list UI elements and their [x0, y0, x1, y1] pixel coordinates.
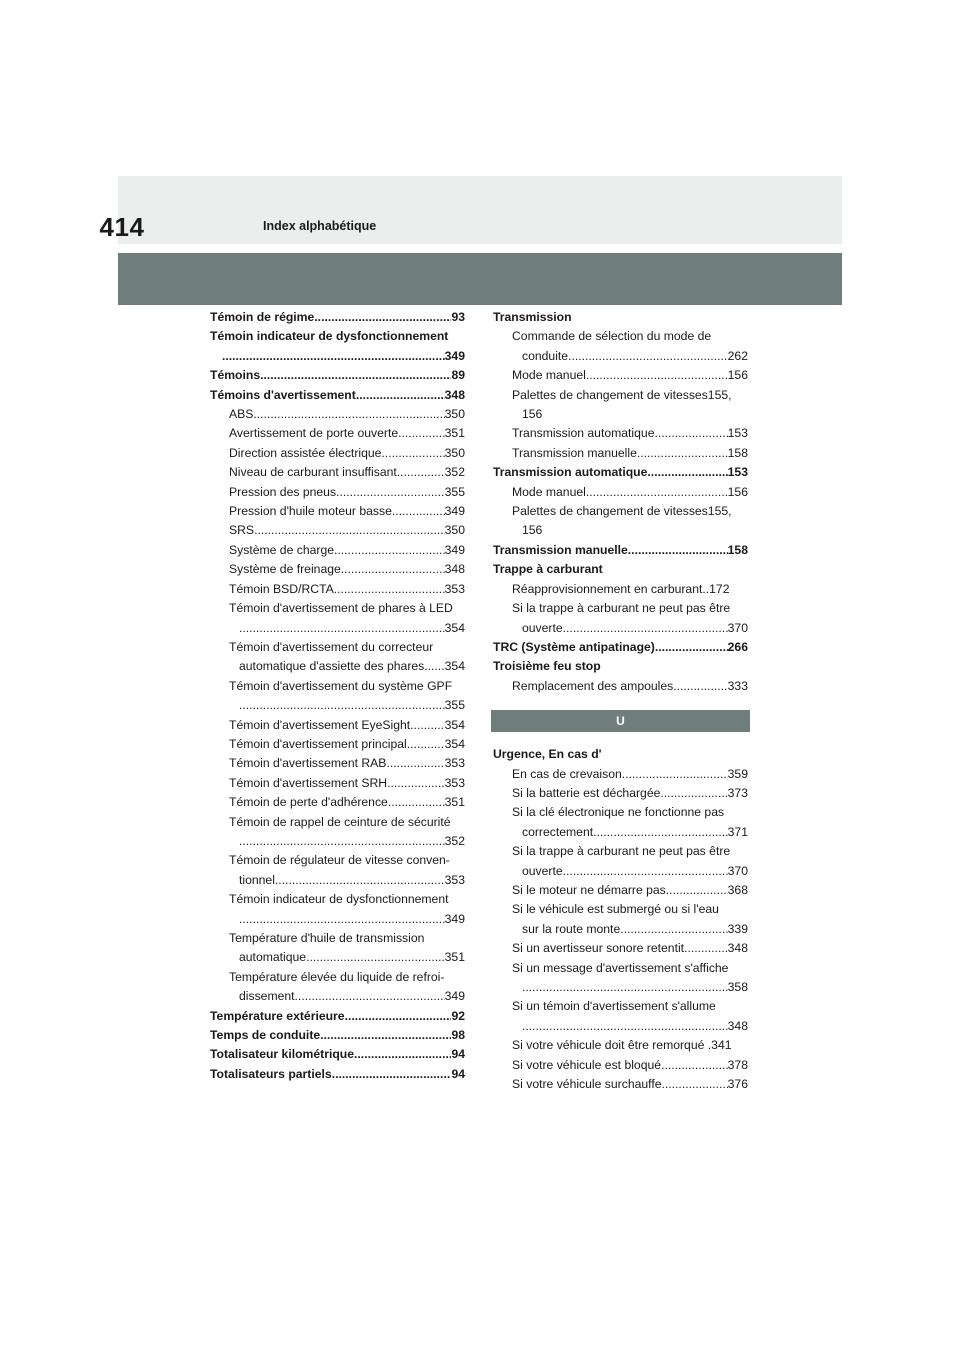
- index-subentry: Palettes de changement de vitesses155,: [512, 504, 732, 519]
- index-subentry: Niveau de carburant insuffisant ..... 352: [210, 463, 465, 482]
- index-subentry-continuation: ..... 352: [210, 832, 465, 851]
- index-subentry-continuation: ..... 355: [210, 696, 465, 715]
- index-subentry: Si la trappe à carburant ne peut pas être: [512, 844, 731, 859]
- index-entry: Totalisateurs partiels ..... 94: [210, 1065, 465, 1084]
- index-subentry-continuation: ..... 349: [210, 910, 465, 929]
- index-subentry-continuation: automatique d'assiette des phares ..... 354: [210, 657, 465, 676]
- index-entry: Témoin indicateur de dysfonctionnement: [210, 329, 449, 344]
- index-subentry: Palettes de changement de vitesses155,: [512, 387, 732, 402]
- index-subentry: Si votre véhicule surchauffe ..... 376: [493, 1075, 748, 1094]
- index-entry: Totalisateur kilométrique ..... 94: [210, 1045, 465, 1064]
- index-subentry: Témoin indicateur de dysfonctionnement: [229, 892, 449, 907]
- index-entry: Urgence, En cas d': [493, 747, 602, 762]
- index-subentry: Si un message d'avertissement s'affiche: [512, 960, 729, 975]
- index-entry: Transmission: [493, 310, 572, 324]
- index-subentry-continuation: conduite ..... 262: [493, 347, 748, 366]
- index-subentry: SRS ..... 350: [210, 521, 465, 540]
- index-subentry: Témoin d'avertissement du système GPF: [229, 678, 453, 693]
- index-subentry: Remplacement des ampoules ..... 333: [493, 677, 748, 696]
- index-subentry-continuation: sur la route monte ..... 339: [493, 920, 748, 939]
- index-subentry: Si un avertisseur sonore retentit ..... 348: [493, 939, 748, 958]
- index-subentry: Témoin d'avertissement du correcteur: [229, 639, 434, 654]
- index-entry: TRC (Système antipatinage) ..... 266: [493, 638, 748, 657]
- index-subentry: Témoin de perte d'adhérence ..... 351: [210, 793, 465, 812]
- index-subentry: Température d'huile de transmission: [229, 931, 425, 945]
- index-subentry: Témoin BSD/RCTA. ..... 353: [210, 580, 465, 599]
- index-subentry: Si un témoin d'avertissement s'allume: [512, 999, 716, 1014]
- index-subentry: Transmission automatique ..... 153: [493, 424, 748, 443]
- index-subentry-continuation: ..... 348: [493, 1017, 748, 1036]
- index-subentry: Si le moteur ne démarre pas ..... 368: [493, 881, 748, 900]
- index-subentry: Si votre véhicule doit être remorqué . 341: [512, 1038, 732, 1053]
- header-top-band: [118, 176, 842, 244]
- index-subentry-continuation: dissement ..... 349: [210, 987, 465, 1006]
- index-subentry: Témoin de rappel de ceinture de sécurité: [229, 814, 451, 829]
- index-subentry: Témoin d'avertissement principal ..... 354: [210, 735, 465, 754]
- index-subentry: En cas de crevaison ..... 359: [493, 765, 748, 784]
- index-subentry: Si la batterie est déchargée ..... 373: [493, 784, 748, 803]
- index-subentry: Témoin d'avertissement SRH ..... 353: [210, 774, 465, 793]
- index-subentry-continuation: automatique ..... 351: [210, 948, 465, 967]
- index-subentry-continuation: tionnel ..... 353: [210, 871, 465, 890]
- index-subentry: Température élevée du liquide de refroi-: [229, 969, 445, 984]
- index-subentry: Si la trappe à carburant ne peut pas être: [512, 601, 731, 616]
- index-column-left: [210, 308, 465, 1084]
- index-subentry-continuation: 156: [522, 407, 543, 422]
- index-entry: Température extérieure ..... 92: [210, 1007, 465, 1026]
- index-subentry: Témoin d'avertissement de phares à LED: [229, 601, 453, 616]
- index-entry: Transmission manuelle ..... 158: [493, 541, 748, 560]
- index-subentry: ABS ..... 350: [210, 405, 465, 424]
- index-subentry: Avertissement de porte ouverte ..... 351: [210, 424, 465, 443]
- index-subentry-continuation: 156: [522, 523, 543, 538]
- page-number: 414: [99, 212, 145, 242]
- index-entry: Témoins d'avertissement ..... 348: [210, 386, 465, 405]
- index-subentry: Pression d'huile moteur basse ..... 349: [210, 502, 465, 521]
- index-entry: Témoins ..... 89: [210, 366, 465, 385]
- index-subentry: Mode manuel ..... 156: [493, 366, 748, 385]
- index-subentry-continuation: ..... 354: [210, 619, 465, 638]
- index-subentry: Si la clé électronique ne fonctionne pas: [512, 805, 725, 820]
- index-subentry: Si le véhicule est submergé ou si l'eau: [512, 902, 719, 917]
- index-subentry-continuation: correctement ..... 371: [493, 823, 748, 842]
- index-subentry: Transmission manuelle ..... 158: [493, 444, 748, 463]
- index-subentry-continuation: ouverte ..... 370: [493, 862, 748, 881]
- index-entry: Troisième feu stop: [493, 659, 601, 674]
- index-subentry: Mode manuel ..... 156: [493, 483, 748, 502]
- index-subentry: Direction assistée électrique ..... 350: [210, 444, 465, 463]
- index-subentry: Commande de sélection du mode de: [512, 329, 712, 344]
- header-band: [118, 253, 842, 305]
- index-subentry: Témoin d'avertissement RAB ..... 353: [210, 754, 465, 773]
- index-entry: Trappe à carburant: [493, 562, 603, 577]
- index-subentry-continuation: ouverte ..... 370: [493, 619, 748, 638]
- index-entry: Transmission automatique ..... 153: [493, 463, 748, 482]
- index-subentry: Témoin de régulateur de vitesse conven-: [229, 853, 450, 868]
- index-subentry: Système de freinage ..... 348: [210, 560, 465, 579]
- index-subentry: Pression des pneus ..... 355: [210, 483, 465, 502]
- index-subentry: Si votre véhicule est bloqué ..... 378: [493, 1056, 748, 1075]
- index-subentry: Témoin d'avertissement EyeSight ..... 354: [210, 716, 465, 735]
- index-subentry: Réapprovisionnement en carburant.. 172: [512, 581, 730, 596]
- letter-section-header: U: [491, 710, 750, 732]
- index-entry-continuation: ..... 349: [210, 347, 465, 366]
- index-column-right: [493, 308, 748, 1094]
- index-subentry: Système de charge ..... 349: [210, 541, 465, 560]
- index-subentry-continuation: ..... 358: [493, 978, 748, 997]
- section-title: Index alphabétique: [263, 219, 377, 233]
- index-entry: Témoin de régime ..... 93: [210, 308, 465, 327]
- index-entry: Temps de conduite ..... 98: [210, 1026, 465, 1045]
